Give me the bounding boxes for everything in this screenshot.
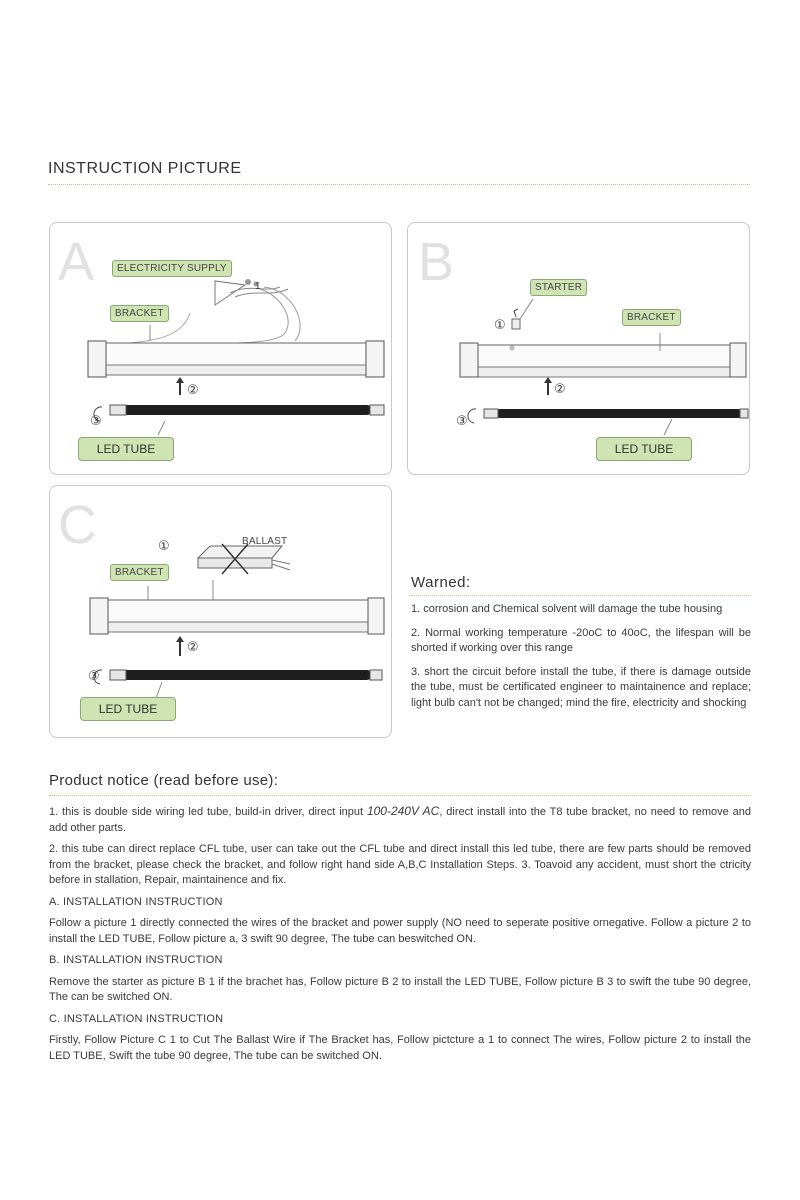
- step-2-marker: ②: [187, 382, 199, 397]
- panel-c: [49, 485, 392, 738]
- step-3-marker: ③: [88, 668, 100, 683]
- warning-item: 3. short the circuit before install the tube, if there is damage outside the tube, must be certificated engineer to maintainence and replace; light bulb can't not be changed; mind the fire, electricity and shocking: [411, 665, 751, 709]
- rotate-icon: [468, 409, 476, 423]
- instruction-c-text: Firstly, Follow Picture C 1 to Cut The Ballast Wire if The Bracket has, Follow pictcture a 1 to connect The wires, Follow picture 2 to install the LED TUBE, Swift the tube 90 degree, The tube can be switched ON.: [49, 1034, 751, 1062]
- step-2-marker: ②: [554, 381, 566, 396]
- notice-paragraph-1: 1. this is double side wiring led tube, build-in driver, direct input 100-240V AC, direct install into the T8 tube bracket, no need to remove and add other parts.: [49, 804, 751, 834]
- bracket-body: [90, 343, 380, 365]
- step-3-marker: ③: [90, 413, 102, 428]
- step-2-marker: ②: [187, 639, 199, 654]
- led-tube-label: LED TUBE: [596, 437, 692, 461]
- panel-b: [407, 222, 750, 475]
- bracket-body: [464, 345, 740, 367]
- notice-title: Product notice (read before use):: [49, 772, 279, 789]
- warning-divider: [411, 595, 751, 596]
- bracket-body: [94, 600, 382, 622]
- bracket-label: BRACKET: [110, 305, 169, 322]
- panel-letter: C: [58, 495, 97, 555]
- voltage-text: 100-240V AC: [366, 804, 440, 818]
- panel-letter: B: [418, 232, 455, 292]
- led-tube-body: [122, 670, 372, 680]
- step-1-marker: 1: [255, 281, 261, 292]
- led-tube-body: [496, 409, 742, 418]
- instruction-a-title: A. INSTALLATION INSTRUCTION: [49, 895, 223, 908]
- title-divider: [48, 184, 750, 185]
- product-notice-section: [49, 772, 751, 1070]
- connector-icon: [245, 279, 251, 285]
- step-3-marker: ③: [456, 413, 468, 428]
- notice-divider: [49, 795, 751, 796]
- notice-paragraph-2: 2. this tube can direct replace CFL tube, user can take out the CFL tube and direct install this led tube, there are few parts should be removed from the bracket, please check the bracket, and follow right hand side A,B,C Installation Steps. 3. Toavoid any accident, must short the ctricity before in stallation, Repair, maintainence and fix.: [49, 843, 751, 886]
- warning-section: [411, 574, 751, 719]
- panel-letter: A: [58, 232, 95, 292]
- instruction-b-text: Remove the starter as picture B 1 if the brachet has, Follow picture B 2 to install the LED TUBE, Follow picture B 3 to swift the tube 90 degree, The can be switched ON.: [49, 975, 751, 1003]
- page-title: INSTRUCTION PICTURE: [48, 160, 242, 177]
- warning-title: Warned:: [411, 574, 471, 591]
- instruction-b-title: B. INSTALLATION INSTRUCTION: [49, 954, 223, 966]
- starter-label: STARTER: [530, 279, 587, 296]
- led-tube-body: [122, 405, 372, 415]
- instruction-a-text: Follow a picture 1 directly connected the wires of the bracket and power supply (NO need to seperate positive ornegative. Follow a picture 2 to install the LED TUBE, Follow picture a, 3 swift 90 degree, The tube can beswitched ON.: [49, 917, 751, 945]
- led-tube-label: LED TUBE: [78, 437, 174, 461]
- ballast-label: BALLAST: [242, 536, 288, 547]
- warning-item: 1. corrosion and Chemical solvent will damage the tube housing: [411, 603, 723, 615]
- panel-b-illustration: [408, 223, 750, 475]
- bracket-label: BRACKET: [622, 309, 681, 326]
- starter-icon: [512, 319, 520, 329]
- led-tube-label: LED TUBE: [80, 697, 176, 721]
- step-1-marker: ①: [158, 538, 170, 553]
- instruction-c-title: C. INSTALLATION INSTRUCTION: [49, 1012, 224, 1025]
- panel-a: [49, 222, 392, 475]
- warning-item: 2. Normal working temperature -20oC to 40oC, the lifespan will be shorted if working over this range: [411, 626, 751, 654]
- electricity-supply-label: ELECTRICITY SUPPLY: [112, 260, 232, 277]
- bracket-label: BRACKET: [110, 564, 169, 581]
- step-1-marker: ①: [494, 317, 506, 332]
